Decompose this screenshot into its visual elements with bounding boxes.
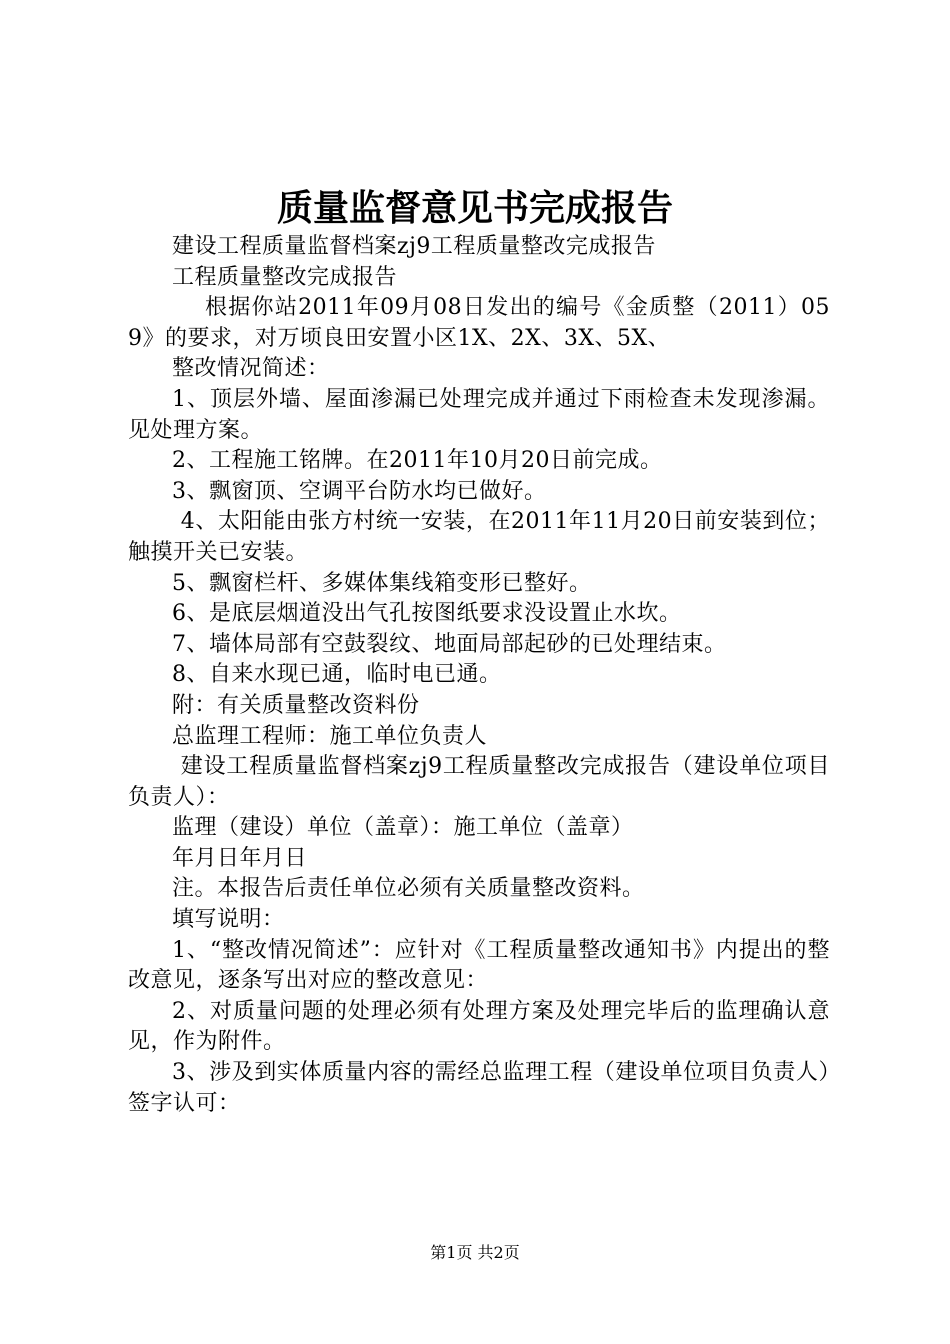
paragraph: 4、太阳能由张方村统一安装，在2011年11月20日前安装到位；触摸开关已安装。 xyxy=(128,509,830,565)
paragraph: 附：有关质量整改资料份 xyxy=(172,692,420,718)
paragraph: 1、顶层外墙、屋面渗漏已处理完成并通过下雨检查未发现渗漏。见处理方案。 xyxy=(128,386,830,443)
paragraph: 建设工程质量监督档案zj9工程质量整改完成报告 xyxy=(172,234,656,259)
document-title: 质量监督意见书完成报告 xyxy=(276,188,673,229)
paragraph: 工程质量整改完成报告 xyxy=(172,264,398,290)
page-footer: 第1页 共2页 xyxy=(430,1243,520,1262)
paragraph: 建设工程质量监督档案zj9工程质量整改完成报告（建设单位项目负责人）： xyxy=(128,754,830,810)
document-body xyxy=(128,232,830,1119)
paragraph: 3、涉及到实体质量内容的需经总监理工程（建设单位项目负责人）签字认可： xyxy=(128,1060,830,1116)
paragraph: 根据你站2011年09月08日发出的编号《金质整（2011）059》的要求，对万顷良田安置小区1X、2X、3X、5X、 xyxy=(128,295,830,351)
paragraph: 2、对质量问题的处理必须有处理方案及处理完毕后的监理确认意见，作为附件。 xyxy=(128,998,830,1055)
paragraph: 填写说明： xyxy=(172,907,285,933)
paragraph: 整改情况简述： xyxy=(172,356,330,382)
paragraph: 8、自来水现已通，临时电已通。 xyxy=(172,662,502,688)
paragraph: 2、工程施工铭牌。在2011年10月20日前完成。 xyxy=(172,448,663,474)
paragraph: 总监理工程师：施工单位负责人 xyxy=(172,723,488,749)
paragraph: 1、“整改情况简述”：应针对《工程质量整改通知书》内提出的整改意见，逐条写出对应的整改意见： xyxy=(128,937,830,994)
paragraph: 年月日年月日 xyxy=(172,845,308,871)
paragraph: 3、飘窗顶、空调平台防水均已做好。 xyxy=(172,478,547,504)
paragraph: 监理（建设）单位（盖章）：施工单位（盖章） xyxy=(172,815,634,841)
paragraph: 7、墙体局部有空鼓裂纹、地面局部起砂的已处理结束。 xyxy=(172,631,727,657)
paragraph: 6、是底层烟道没出气孔按图纸要求没设置止水坎。 xyxy=(172,601,682,627)
paragraph: 注。本报告后责任单位必须有关质量整改资料。 xyxy=(172,876,645,902)
paragraph: 5、飘窗栏杆、多媒体集线箱变形已整好。 xyxy=(172,570,592,596)
